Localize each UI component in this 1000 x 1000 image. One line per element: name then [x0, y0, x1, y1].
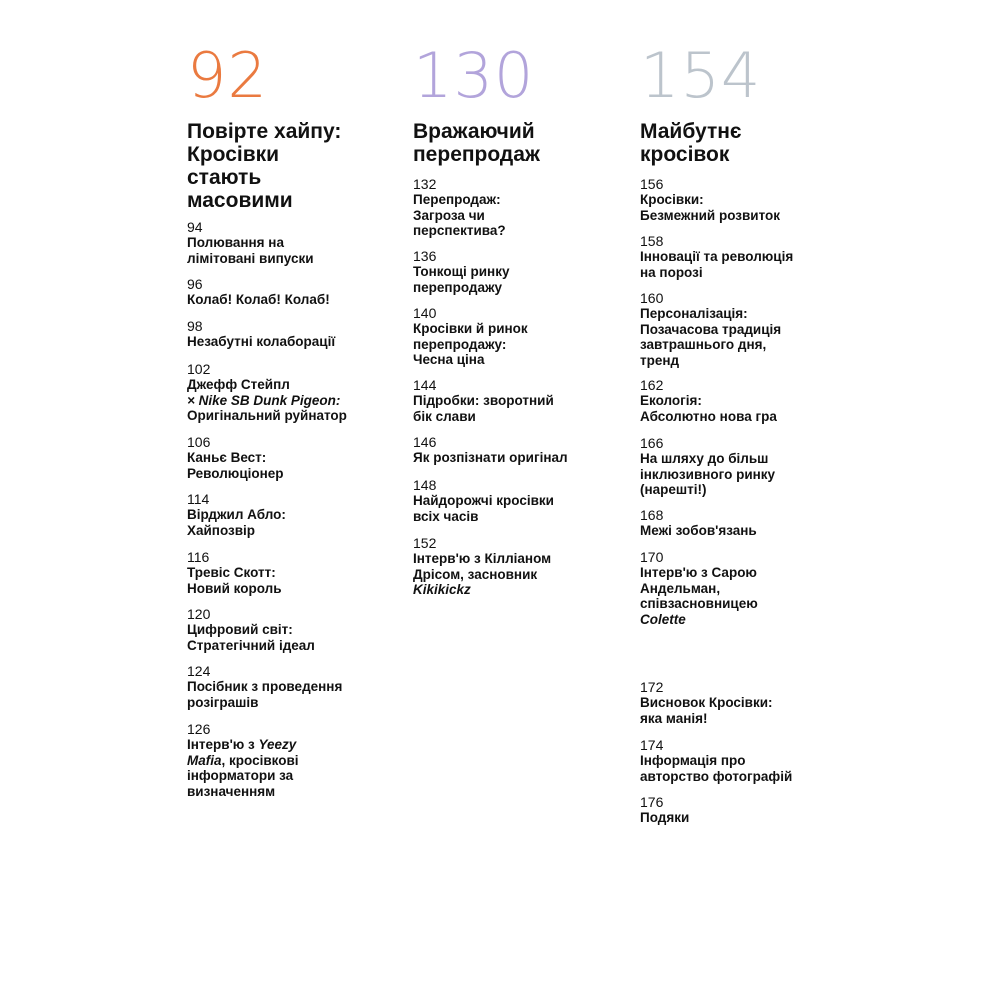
page-number: 158 [640, 233, 664, 249]
entry-line: Тонкощі ринку [413, 264, 510, 279]
entry-title [187, 292, 407, 308]
entry-line: завтрашнього дня, [640, 337, 767, 352]
entry-line: Цифровий світ: [187, 622, 293, 637]
entry-line: на порозі [640, 264, 703, 280]
section-title-line: стають [187, 166, 262, 189]
entry-line: Інтерв'ю з Сарою [640, 565, 757, 580]
toc-entry[interactable] [640, 549, 860, 627]
page-number: 114 [187, 491, 210, 507]
entry-line: перепродажу: [413, 336, 507, 352]
entry-line: Каньє Вест: [187, 450, 267, 465]
entry-line: інклюзивного ринку [640, 466, 776, 482]
toc-entry[interactable] [187, 318, 407, 350]
entry-title [640, 695, 860, 726]
toc-entry[interactable] [640, 233, 860, 280]
section-title [187, 120, 341, 212]
entry-line: лімітовані випуски [187, 250, 314, 266]
entry-title [187, 235, 407, 266]
section-title-line: масовими [187, 189, 293, 212]
entry-line: Інновації та революція [640, 249, 794, 264]
entry-line: бік слави [413, 408, 476, 424]
entry-title [187, 737, 407, 799]
entry-line: Революціонер [187, 465, 284, 481]
toc-entry[interactable] [640, 794, 860, 826]
entry-title [187, 679, 407, 710]
page-number: 96 [187, 276, 203, 292]
entry-line: Абсолютно нова гра [640, 408, 777, 424]
page-number: 126 [187, 721, 211, 737]
entry-line-italic: Kikikickz [413, 582, 471, 597]
page-number: 176 [640, 794, 664, 810]
toc-entry[interactable] [413, 535, 633, 598]
entry-line: Загроза чи [413, 207, 485, 223]
entry-line: Межі зобов'язань [640, 523, 757, 538]
entry-line: Полювання на [187, 235, 284, 250]
entry-title [640, 306, 860, 368]
entry-title [640, 249, 860, 280]
toc-entry[interactable] [413, 434, 633, 466]
page-number: 144 [413, 377, 437, 393]
entry-line: Посібник з проведення [187, 679, 343, 694]
section-title-line: кросівок [640, 143, 730, 166]
entry-line-italic-part: Mafia [187, 752, 222, 768]
entry-line: Кросівки: [640, 192, 704, 207]
entry-line-italic: × Nike SB Dunk Pigeon: [187, 392, 341, 408]
section-number: 154 [640, 39, 762, 112]
entry-line: Оригінальний руйнатор [187, 408, 347, 423]
entry-line: Mafia, кросівкові [187, 752, 299, 768]
section-title [413, 120, 540, 166]
page-number: 170 [640, 549, 664, 565]
entry-line: Подяки [640, 810, 690, 825]
entry-line: На шляху до більш [640, 451, 769, 466]
page-number: 156 [640, 176, 664, 192]
entry-line: перспектива? [413, 223, 506, 238]
entry-line: Стратегічний ідеал [187, 637, 315, 653]
entry-line: Тревіс Скотт: [187, 565, 276, 580]
toc-entry[interactable] [187, 276, 407, 308]
entry-line: Кросівки й ринок [413, 321, 528, 336]
page-number: 136 [413, 248, 437, 264]
toc-entry[interactable] [187, 219, 407, 266]
page-number: 166 [640, 435, 664, 451]
entry-title [640, 523, 860, 539]
entry-line-italic-part: Yeezy [258, 737, 297, 752]
page-number: 132 [413, 176, 437, 192]
toc-entry[interactable] [640, 290, 860, 368]
entry-line: Висновок Кросівки: [640, 695, 773, 710]
entry-title [187, 450, 407, 481]
toc-entry[interactable] [413, 305, 633, 368]
page-number: 148 [413, 477, 437, 493]
section-title [640, 120, 742, 166]
toc-entry[interactable] [413, 176, 633, 239]
section-title-line: Повірте хайпу: [187, 120, 342, 143]
toc-entry[interactable] [640, 377, 860, 424]
toc-entry[interactable] [640, 679, 860, 726]
section-title-line: перепродаж [413, 143, 540, 166]
entry-line-mixed [187, 753, 299, 768]
entry-line: розіграшів [187, 694, 259, 710]
entry-line: Новий король [187, 580, 282, 596]
entry-title [413, 393, 633, 424]
entry-line: перепродажу [413, 279, 503, 295]
section-number: 92 [187, 39, 268, 112]
entry-line: Інтерв'ю з Кілліаном [413, 551, 552, 566]
entry-title [413, 551, 633, 598]
entry-title [187, 565, 407, 596]
entry-line: (нарешті!) [640, 482, 707, 497]
entry-line: Безмежний розвиток [640, 207, 781, 223]
entry-line: визначенням [187, 783, 276, 799]
page-number: 106 [187, 434, 211, 450]
entry-line: Як розпізнати оригінал [413, 450, 568, 465]
entry-line: яка манія! [640, 710, 708, 726]
entry-title [640, 753, 860, 784]
toc-entry[interactable] [640, 507, 860, 539]
entry-title [187, 622, 407, 653]
toc-entry[interactable] [187, 361, 407, 424]
page-number: 102 [187, 361, 211, 377]
toc-entry[interactable] [187, 549, 407, 596]
entry-title [413, 450, 633, 466]
section-title-line: Вражаючий [413, 120, 535, 143]
toc-entry[interactable] [413, 477, 633, 524]
entry-line: тренд [640, 352, 680, 368]
entry-line: Вірджил Абло: [187, 507, 286, 522]
entry-title [640, 810, 860, 826]
page-number: 152 [413, 535, 437, 551]
toc-entry[interactable] [413, 248, 633, 295]
entry-line: Позачасова традиція [640, 321, 782, 337]
page-number: 162 [640, 377, 664, 393]
entry-line: Незабутні колаборації [187, 334, 336, 349]
entry-line: співзасновницею [640, 596, 758, 611]
page-number: 174 [640, 737, 664, 753]
toc-entry[interactable] [640, 737, 860, 784]
toc-entry[interactable] [187, 606, 407, 653]
entry-line: Хайпозвір [187, 522, 256, 538]
entry-line: Інформація про [640, 753, 746, 768]
entry-line: Підробки: зворотний [413, 393, 554, 408]
page-number: 168 [640, 507, 664, 523]
entry-title [640, 565, 860, 627]
toc-entry[interactable] [187, 434, 407, 481]
toc-entry[interactable] [187, 663, 407, 710]
entry-line-mixed [187, 737, 296, 752]
page-number: 140 [413, 305, 437, 321]
entry-line: Найдорожчі кросівки [413, 493, 554, 508]
entry-title [413, 321, 633, 368]
entry-line: Дрісом, засновник [413, 566, 538, 582]
page-number: 172 [640, 679, 664, 695]
entry-line: Екологія: [640, 393, 702, 408]
page-number: 124 [187, 663, 211, 679]
entry-line: Персоналізація: [640, 306, 748, 321]
entry-title [187, 334, 407, 350]
toc-entry[interactable] [187, 721, 407, 799]
entry-title [640, 192, 860, 223]
page-number: 98 [187, 318, 203, 334]
toc-entry[interactable] [640, 435, 860, 498]
toc-entry[interactable] [187, 491, 407, 538]
entry-line: всіх часів [413, 508, 479, 524]
section-number: 130 [413, 39, 535, 112]
section-title-line: Майбутнє [640, 120, 742, 143]
entry-title [187, 377, 407, 424]
entry-title [187, 507, 407, 538]
entry-title [640, 393, 860, 424]
page-number: 116 [187, 549, 210, 565]
entry-line-italic: Colette [640, 611, 686, 627]
entry-line: Колаб! Колаб! Колаб! [187, 292, 330, 307]
entry-title [413, 264, 633, 295]
entry-title [413, 192, 633, 239]
entry-title [640, 451, 860, 498]
page-number: 120 [187, 606, 211, 622]
entry-line: Андельман, [640, 580, 721, 596]
entry-line: інформатори за [187, 768, 294, 783]
section-title-line: Кросівки [187, 143, 280, 166]
toc-entry[interactable] [640, 176, 860, 223]
page-number: 94 [187, 219, 203, 235]
page-number: 146 [413, 434, 437, 450]
toc-entry[interactable] [413, 377, 633, 424]
entry-line: Чесна ціна [413, 352, 485, 367]
page-number: 160 [640, 290, 664, 306]
entry-line: Інтерв'ю з Yeezy [187, 737, 297, 752]
entry-line: Перепродаж: [413, 192, 501, 207]
entry-line: авторство фотографій [640, 768, 793, 784]
entry-title [413, 493, 633, 524]
entry-line: Джефф Стейпл [187, 377, 290, 392]
